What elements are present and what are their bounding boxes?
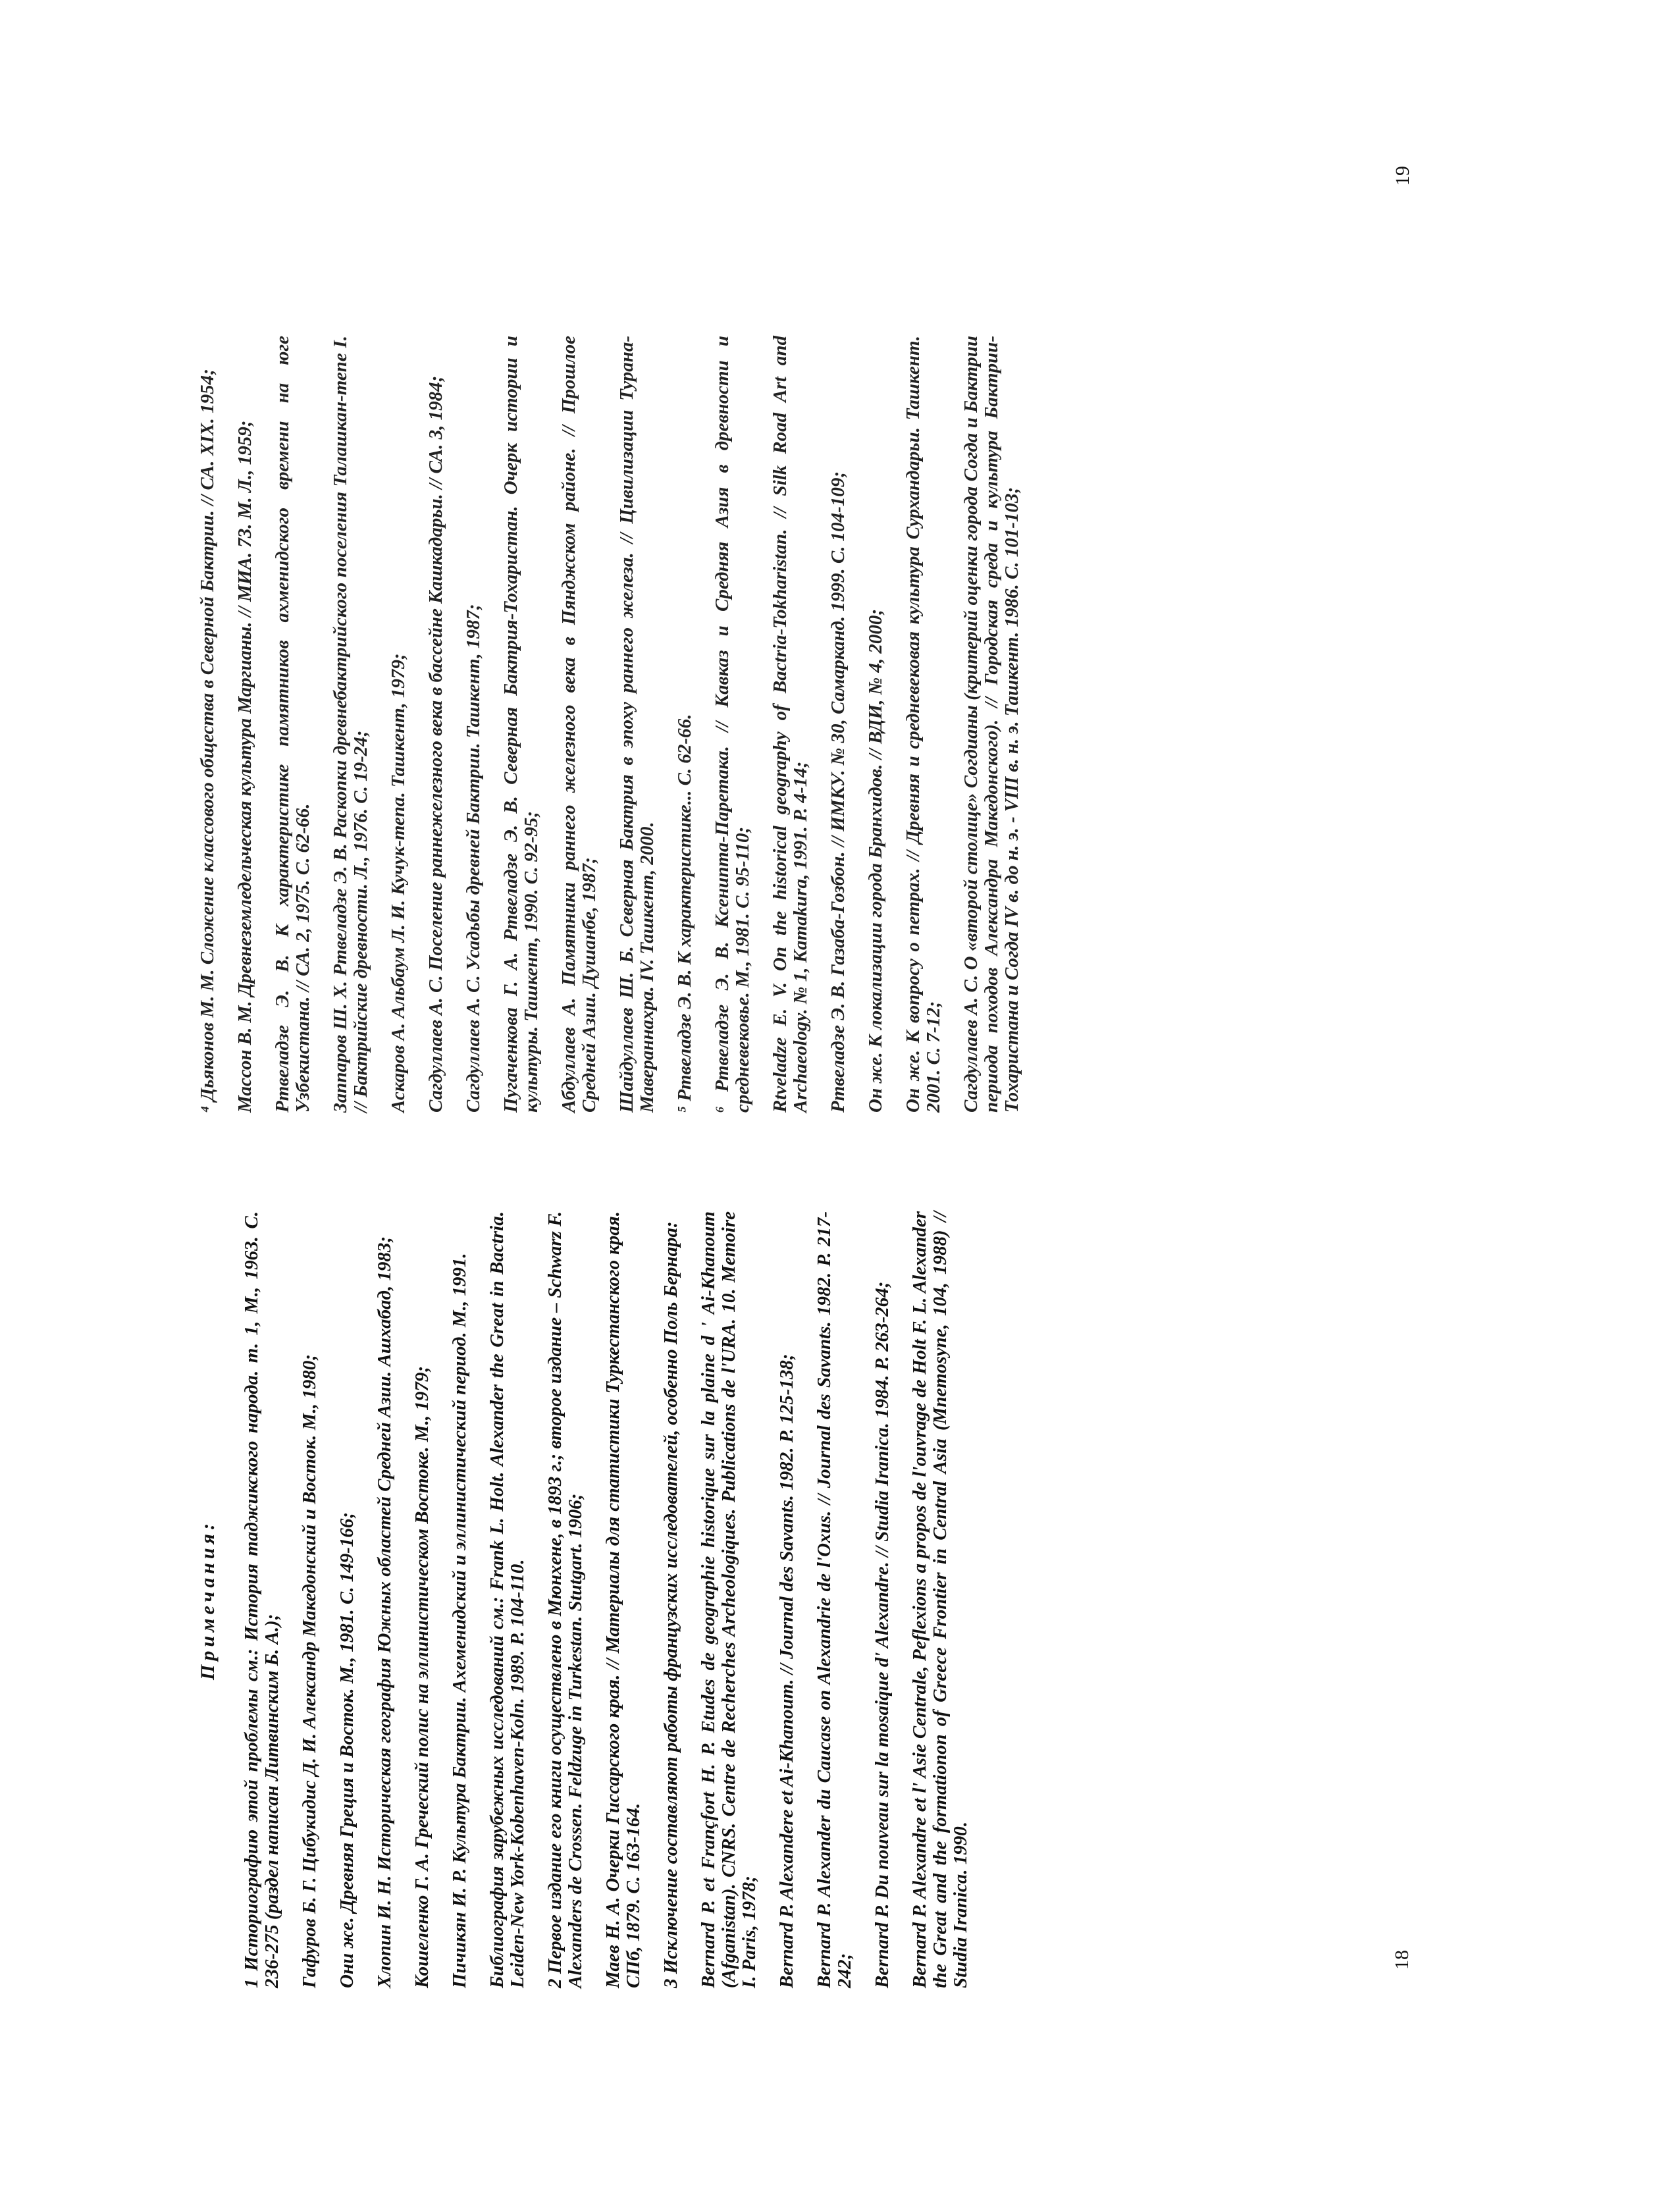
- footnote: Абдуллаев А. Памятники раннего железного века в Пянджском районе. // Прошлое Средней Азии. Душанбе, 1987;: [558, 336, 600, 1113]
- page-number-left: 18: [1391, 1950, 1413, 1970]
- footnote: Массон В. М. Древнеземледельческая культура Маргианы. // МИА. 73. М. Л., 1959;: [234, 420, 255, 1113]
- rotated-spread: [197, 276, 1317, 1988]
- footnote: Сагдуллаев А. С. Усадьбы древней Бактрии. Ташкент, 1987;: [463, 604, 484, 1113]
- footnote: Он же. К вопросу о петрах. // Древняя и средневековая культура Сурхандарьи. Ташкент. 2001. С. 7-12;: [903, 336, 944, 1113]
- footnote: Заппаров Ш. Х. Ртвеладзе Э. В. Раскопки древнебактрийского поселения Талашкан-тепе I. // Бактрийские древности. Л., 1976. С. 19-24;: [330, 336, 371, 1113]
- footnote: Хлопин И. Н. Историческая география Южных областей Средней Азии. Ашхабад, 1983;: [374, 1236, 395, 1988]
- footnote: Библиография зарубежных исследований см.: Frank L. Holt. Alexander the Great in Bactria. Leiden-New York-Kobenhaven-Koln. 1989. P. 104-110.: [486, 1211, 528, 1988]
- footnote: Пичикян И. Р. Культура Бактрии. Ахеменидский и эллинистический период. М., 1991.: [449, 1253, 470, 1988]
- footnote: Bernard P. Du nouveau sur la mosaique d' Alexandre. // Studia Iranica. 1984. P. 263-264;: [872, 1281, 893, 1988]
- notes-heading: Примечания:: [197, 1519, 219, 1681]
- footnote: 2 Первое издание его книги осуществлено в Мюнхене, в 1893 г.; второе издание – Schwarz F. Alexanders de Crossen. Feldzuge in Turkestan. Stutgart. 1906;: [544, 1211, 586, 1988]
- footnote: Bernard P. Alexander du Caucase on Alexandrie de l'Oxus. // Journal des Savants. 1982. P. 217-242;: [814, 1211, 855, 1988]
- footnote: Сагдуллаев А. С. О «второй столице» Согдианы (критерий оценки города Согда и Бактрии периода походов Александра Македонского). // Городская среда и культура Бактрии-Тохаристана и Согда IV в. до н. э. - VIII в. н. э. Ташкент. 1986. С. 101-103;: [960, 336, 1022, 1113]
- footnote: 3 Исключение составляют работы французских исследователей, особенно Поль Бернара:: [660, 1221, 681, 1988]
- notes-column-left: [197, 1211, 988, 1988]
- footnote: Маев Н. А. Очерки Гиссарского края. // Материалы для статистики Туркестанского края. СПб, 1879. С. 163-164.: [602, 1211, 644, 1988]
- footnote: Они же. Древняя Греция и Восток. М., 1981. С. 149-166;: [336, 1512, 357, 1988]
- page-number-right: 19: [1392, 166, 1413, 186]
- footnote: 1 Историографию этой проблемы см.: История таджикского народа. т. 1, М., 1963. С. 236-275 (раздел написан Литвинским Б. А.);: [241, 1211, 282, 1988]
- footnote: Bernard P. et Françfort H. P. Etudes de geographie historique sur la plaine d ' Ai-Khanoum (Afganistan). CNRS. Centre de Recherches Archeologiques. Publications de l'URA. 10. Memoire I. Paris, 1978;: [698, 1211, 760, 1988]
- notes-column-right: [197, 336, 1039, 1113]
- footnote: Ртвеладзе Э. В. К характеристике памятников ахменидского времени на юге Узбекистана. // СА. 2, 1975. С. 62-66.: [272, 336, 313, 1113]
- footnote: Rtveladze E. V. On the historical geography of Bactria-Tokharistan. // Silk Road Art and Archaeology. № 1, Kamakura, 1991. P. 4-14;: [770, 336, 811, 1113]
- footnote: Он же. К локализации города Бранхидов. // ВДИ, № 4, 2000;: [865, 608, 886, 1113]
- footnote: Bernard P. Alexandere et Ai-Khanoum. // Journal des Savants. 1982. P. 125-138;: [776, 1354, 797, 1988]
- footnote: Кошеленко Г. А. Греческий полис на эллинистическом Востоке. М., 1979;: [411, 1365, 433, 1988]
- footnote: Ртвеладзе Э. В. Газаба-Гозбон. // ИМКУ. № 30, Самарканд. 1999. С. 104-109;: [827, 471, 849, 1113]
- footnote: Bernard P. Alexandre et l' Asie Centrale, Peflexions a propos de l'ouvrage de Holt F. L. Alexander the Great and the formationon of Greece Frontier in Central Asia (Mnemosyne, 104, 1988) // Studia Iranica. 1990.: [909, 1211, 971, 1988]
- footnote: Аскаров А. Альбаум Л. И. Кучук-тепа. Ташкент, 1979;: [388, 653, 409, 1113]
- footnote: ⁴ Дьяконов М. М. Сложение классового общества в Северной Бактрии. // СА. XIX. 1954;: [197, 369, 218, 1113]
- footnote: Пугаченкова Г. А. Ртвеладзе Э. В. Северная Бактрия-Тохаристан. Очерк истории и культуры. Ташкент, 1990. С. 92-95;: [500, 336, 542, 1113]
- footnote: Шайдуллаев Ш. Б. Северная Бактрия в эпоху раннего железа. // Цивилизации Турана-Мавераннахра. IV. Ташкент, 2000.: [616, 336, 658, 1113]
- footnote: ⁵ Ртвеладзе Э. В. К характеристике... С. 62-66.: [674, 714, 695, 1113]
- footnote: Гафуров Б. Г. Цибукидис Д. И. Александр Македонский и Восток. М., 1980;: [299, 1354, 320, 1988]
- footnote: Сагдуллаев А. С. Поселение раннежелезного века в бассейне Кашкадарьи. // СА. 3, 1984;: [425, 375, 446, 1113]
- footnote: ⁶ Ртвеладзе Э. В. Ксенипта-Паретака. // Кавказ и Средняя Азия в древности и средневековье. М., 1981. С. 95-110;: [712, 336, 753, 1113]
